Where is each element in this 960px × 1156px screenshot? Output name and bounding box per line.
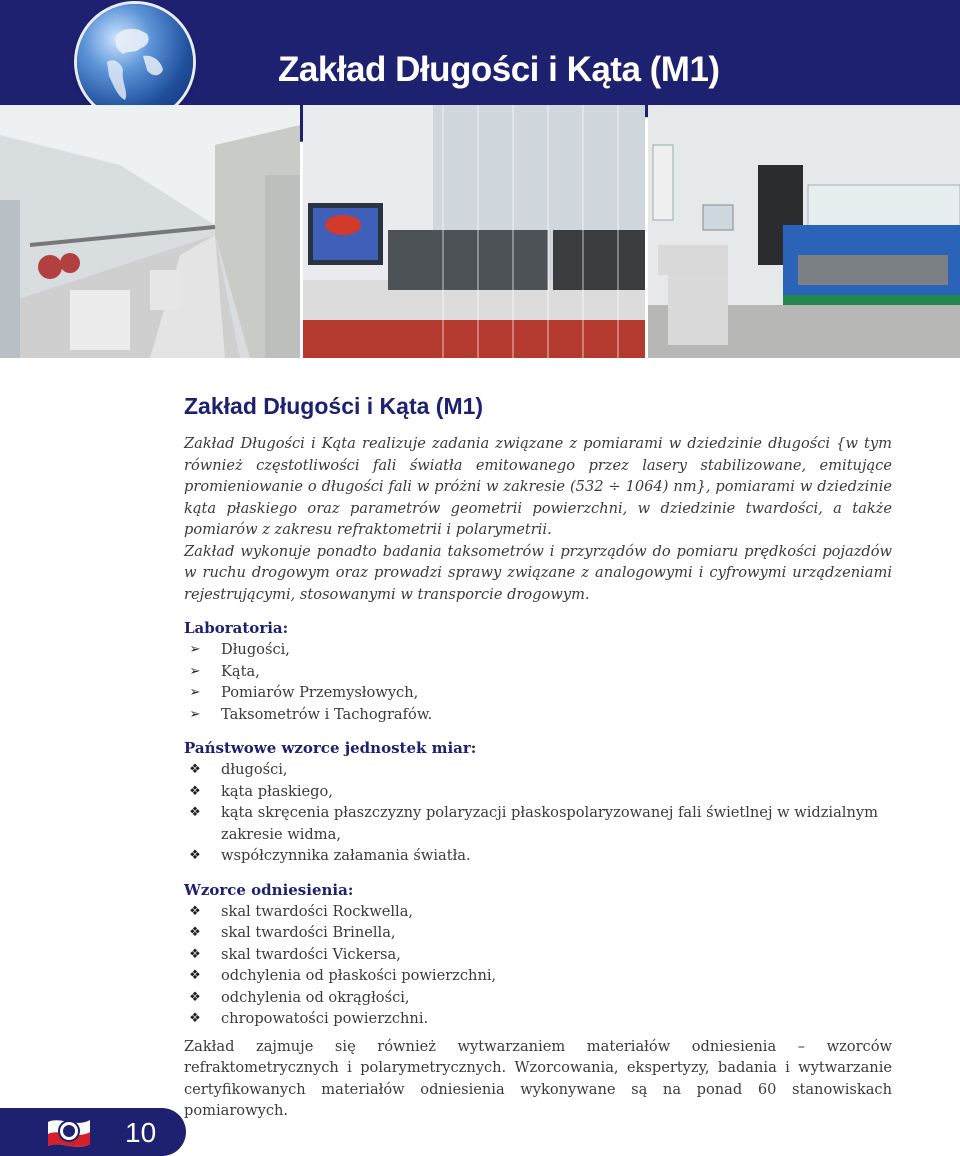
list-item: ❖ kąta płaskiego, bbox=[184, 781, 892, 803]
list-item: ➢ Pomiarów Przemysłowych, bbox=[184, 682, 892, 704]
globe-icon bbox=[77, 4, 193, 120]
laboratories-list bbox=[184, 639, 892, 725]
photo-corridor-lab bbox=[0, 105, 300, 358]
article bbox=[184, 393, 892, 1122]
photo-laser-lab bbox=[303, 105, 645, 358]
four-diamond-bullet-icon: ❖ bbox=[189, 903, 201, 919]
list-item: ❖ odchylenia od płaskości powierzchni, bbox=[184, 965, 892, 987]
laboratories-heading: Laboratoria: bbox=[184, 619, 289, 637]
national-standards-list bbox=[184, 759, 892, 867]
intro-paragraph: Zakład Długości i Kąta realizuje zadania związane z pomiarami w dziedzinie długości {w tym również częstotliwości fali światła emitowanego przez lasery stabilizowane, emitujące promieniowanie o długości fali w próżni w zakresie (532 ÷ 1064) nm}, pomiarami w dziedzinie kąta płaskiego oraz parametrów geometrii powierzchni, w dziedzinie twardości, a także pomiarów z zakresu refraktometrii i polarymetrii. bbox=[184, 435, 892, 538]
four-diamond-bullet-icon: ❖ bbox=[189, 783, 201, 799]
arrowhead-bullet-icon: ➢ bbox=[189, 685, 201, 700]
four-diamond-bullet-icon: ❖ bbox=[189, 925, 201, 940]
article-heading: Zakład Długości i Kąta (M1) bbox=[184, 393, 484, 419]
four-diamond-bullet-icon: ❖ bbox=[189, 848, 201, 863]
photo-measurement-lab bbox=[648, 105, 960, 358]
national-standards-heading: Państwowe wzorce jednostek miar: bbox=[184, 739, 477, 757]
reference-standards-list bbox=[184, 901, 892, 1030]
reference-standards-heading: Wzorce odniesienia: bbox=[184, 880, 354, 899]
closing-paragraph: Zakład zajmuje się również wytwarzaniem materiałów odniesienia – wzorców refraktometrycznych i polarymetrycznych. Wzorcowania, ekspertyzy, badania i wytwarzanie certyfikowanych materiałów odniesienia wykonywane są na ponad 60 stanowiskach pomiarowych. bbox=[184, 1037, 892, 1119]
list-item: ❖ kąta skręcenia płaszczyzny polaryzacji płaskospolaryzowanej fali świetlnej w widzialnym zakresie widma, bbox=[184, 802, 892, 845]
list-item: ❖ skal twardości Vickersa, bbox=[184, 944, 892, 966]
arrowhead-bullet-icon: ➢ bbox=[189, 706, 201, 722]
list-item: ❖ współczynnika załamania światła. bbox=[184, 845, 892, 867]
intro-paragraph: Zakład wykonuje ponadto badania taksometrów i przyrządów do pomiaru prędkości pojazdów w ruchu drogowym oraz prowadzi sprawy związane z analogowymi i cyfrowymi urządzeniami rejestrującymi, stosowanymi w transporcie drogowym. bbox=[184, 542, 892, 603]
gum-logo-icon bbox=[46, 1114, 92, 1150]
four-diamond-bullet-icon: ❖ bbox=[189, 762, 201, 777]
arrowhead-bullet-icon: ➢ bbox=[189, 663, 201, 679]
page-number-badge bbox=[0, 1108, 186, 1156]
list-item: ❖ odchylenia od okrągłości, bbox=[184, 987, 892, 1009]
header-title: Zakład Długości i Kąta (M1) bbox=[278, 50, 720, 89]
four-diamond-bullet-icon: ❖ bbox=[189, 989, 201, 1005]
four-diamond-bullet-icon: ❖ bbox=[189, 805, 201, 820]
list-item: ➢ Taksometrów i Tachografów. bbox=[184, 704, 892, 726]
four-diamond-bullet-icon: ❖ bbox=[189, 946, 201, 962]
list-item: ❖ skal twardości Rockwella, bbox=[184, 901, 892, 923]
four-diamond-bullet-icon: ❖ bbox=[189, 968, 201, 983]
page-number: 10 bbox=[125, 1117, 157, 1148]
list-item: ➢ Długości, bbox=[184, 639, 892, 661]
list-item: ❖ długości, bbox=[184, 759, 892, 781]
four-diamond-bullet-icon: ❖ bbox=[189, 1011, 201, 1026]
arrowhead-bullet-icon: ➢ bbox=[189, 642, 201, 657]
list-item: ➢ Kąta, bbox=[184, 661, 892, 683]
list-item: ❖ chropowatości powierzchni. bbox=[184, 1008, 892, 1030]
list-item: ❖ skal twardości Brinella, bbox=[184, 922, 892, 944]
